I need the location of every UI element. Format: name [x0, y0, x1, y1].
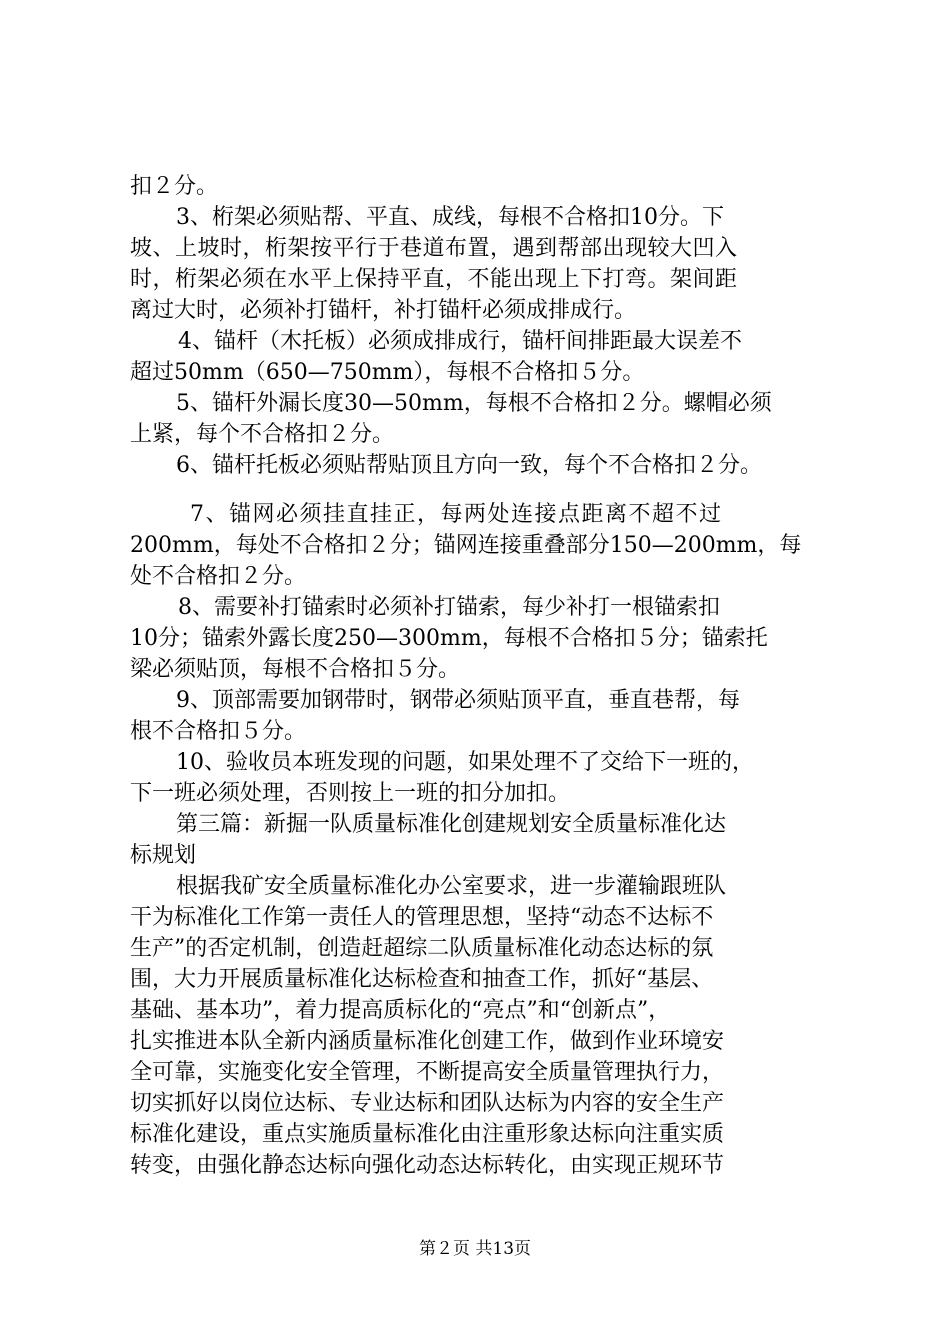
text-line: 8、需要补打锚索时必须补打锚索，每少补打一根锚索扣 — [178, 595, 720, 620]
text-line: 切实抓好以岗位达标、专业达标和团队达标为内容的安全生产 — [130, 1091, 725, 1116]
text-line: 9、顶部需要加钢带时，钢带必须贴顶平直，垂直巷帮，每 — [176, 688, 740, 713]
text-line: 扣２分。 — [130, 174, 219, 199]
text-line: 全可靠，实施变化安全管理，不断提高安全质量管理执行力， — [130, 1060, 725, 1085]
page-number: 第２页 共13页 — [418, 1239, 532, 1259]
text-line: 时，桁架必须在水平上保持平直，不能出现上下打弯。架间距 — [130, 267, 738, 292]
text-line: 扎实推进本队全新内涵质量标准化创建工作，做到作业环境安 — [130, 1029, 725, 1054]
text-line: 干为标准化工作第一责任人的管理思想，坚持“动态不达标不 — [130, 905, 714, 930]
document-body — [130, 171, 830, 1181]
section-heading: 标规划 — [130, 843, 197, 868]
text-line: 根不合格扣５分。 — [130, 719, 307, 744]
text-line: 处不合格扣２分。 — [130, 564, 307, 589]
text-line: 5、锚杆外漏长度30—50mm，每根不合格扣２分。螺帽必须 — [176, 391, 772, 416]
text-line: 6、锚杆托板必须贴帮贴顶且方向一致，每个不合格扣２分。 — [176, 453, 762, 478]
text-line: 下一班必须处理，否则按上一班的扣分加扣。 — [130, 781, 571, 806]
text-line: 坡、上坡时，桁架按平行于巷道布置，遇到帮部出现较大凹入 — [130, 236, 738, 261]
section-heading: 第三篇：新掘一队质量标准化创建规划安全质量标准化达 — [176, 812, 727, 837]
text-line: 生产”的否定机制，创造赶超综二队质量标准化动态达标的氛 — [130, 936, 714, 961]
text-line: 4、锚杆（木托板）必须成排成行，锚杆间排距最大误差不 — [178, 329, 742, 354]
text-line: 7、锚网必须挂直挂正，每两处连接点距离不超不过 — [190, 502, 723, 527]
text-line: 10、验收员本班发现的问题，如果处理不了交给下一班的， — [176, 750, 754, 775]
text-line: 超过50mm（650—750mm），每根不合格扣５分。 — [130, 360, 645, 385]
text-line: 围，大力开展质量标准化达标检查和抽查工作，抓好“基层、 — [130, 967, 714, 992]
text-line: 标准化建设，重点实施质量标准化由注重形象达标向注重实质 — [130, 1122, 725, 1147]
text-line: 上紧，每个不合格扣２分。 — [130, 422, 395, 447]
text-line: 根据我矿安全质量标准化办公室要求，进一步灌输跟班队 — [176, 874, 727, 899]
text-line: 200mm，每处不合格扣２分；锚网连接重叠部分150—200mm，每 — [130, 533, 802, 558]
paragraph-gap — [130, 481, 830, 499]
text-line: 转变，由强化静态达标向强化动态达标转化，由实现正规环节 — [130, 1153, 725, 1178]
text-line: 离过大时，必须补打锚杆，补打锚杆必须成排成行。 — [130, 298, 637, 323]
text-line: 3、桁架必须贴帮、平直、成线，每根不合格扣10分。下 — [176, 205, 724, 230]
text-line: 梁必须贴顶，每根不合格扣５分。 — [130, 657, 461, 682]
text-line: 基础、基本功”，着力提高质标化的“亮点”和“创新点”， — [130, 998, 671, 1023]
text-line: 10分；锚索外露长度250—300mm，每根不合格扣５分；锚索托 — [130, 626, 768, 651]
page-footer — [0, 1238, 950, 1260]
